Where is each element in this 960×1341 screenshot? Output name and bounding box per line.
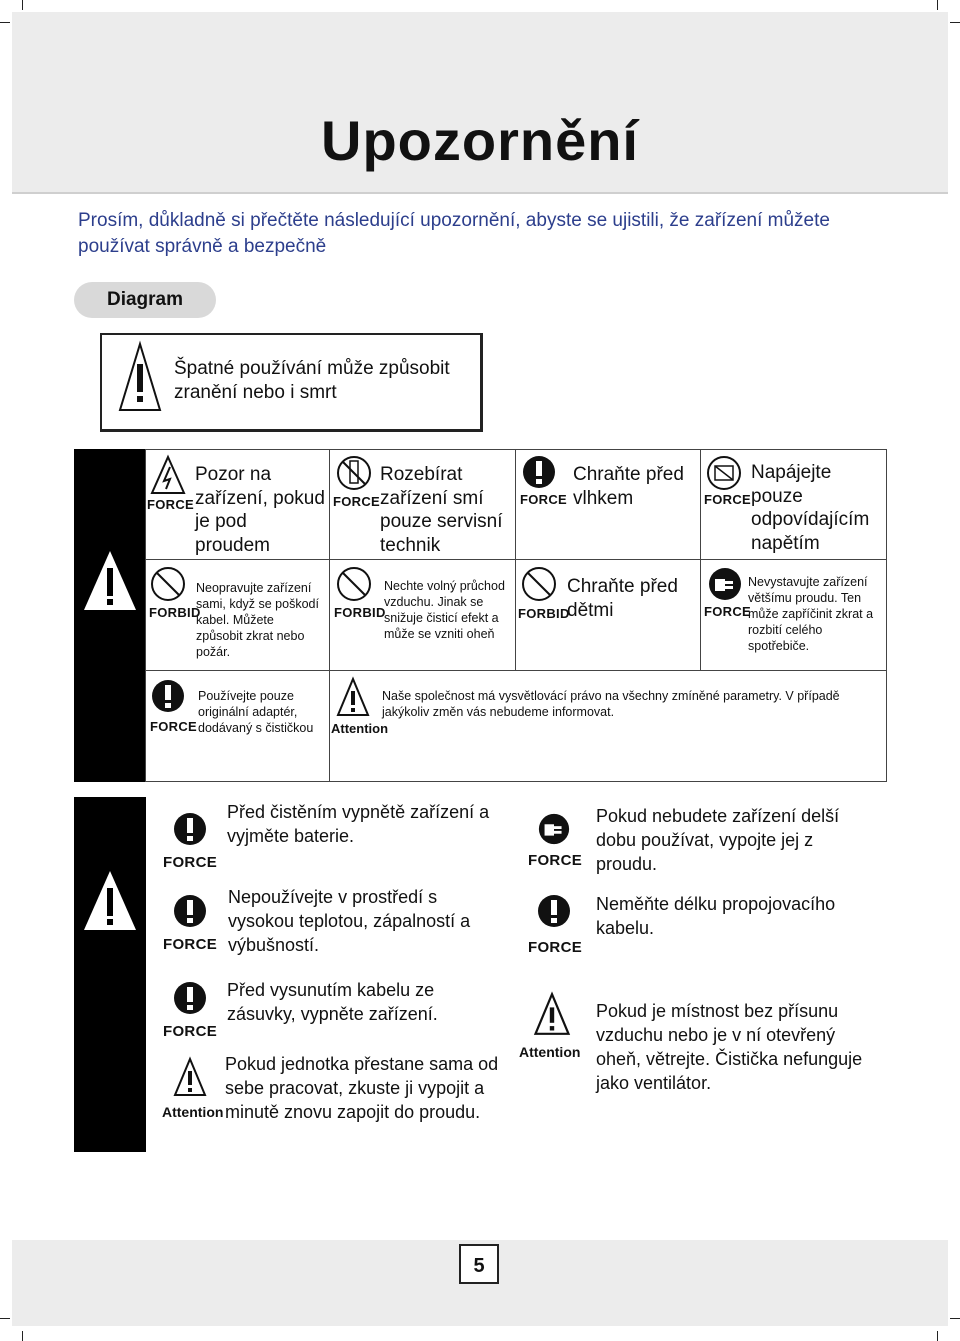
warning-triangle-icon xyxy=(336,677,370,717)
section1-bar xyxy=(74,449,146,782)
warning-triangle-icon xyxy=(82,548,138,612)
forbid-tag: FORBID xyxy=(518,606,570,621)
prohibited-icon xyxy=(336,566,372,602)
plug-icon xyxy=(537,812,571,846)
electric-hazard-icon xyxy=(150,455,186,495)
crop-mark xyxy=(22,1331,23,1341)
attention-tag: Attention xyxy=(162,1104,224,1120)
item-text: Pokud jednotka přestane sama od sebe pracovat, zkuste ji vypojit a minutě znovu zapojit do proudu. xyxy=(225,1054,499,1122)
force-tag: FORCE xyxy=(147,497,194,512)
divider xyxy=(145,559,887,560)
force-tag: FORCE xyxy=(528,852,582,869)
force-tag: FORCE xyxy=(150,719,197,734)
forbid-tag: FORBID xyxy=(149,605,201,620)
crop-mark xyxy=(950,22,960,23)
crop-mark xyxy=(0,1318,10,1319)
crop-mark xyxy=(937,1331,938,1341)
cell-text: Chraňte před vlhkem xyxy=(573,464,684,509)
page-title: Upozornění xyxy=(321,109,639,172)
cell-text: Používejte pouze originální adaptér, dodávaný s čističkou xyxy=(198,689,314,735)
cell-text: Nechte volný průchod vzduchu. Jinak se snižuje čisticí efekt a může se vzniti oheň xyxy=(384,579,505,641)
exclamation-icon xyxy=(173,894,207,928)
cell-text: Chraňte před dětmi xyxy=(567,576,678,621)
force-tag: FORCE xyxy=(520,492,567,507)
page-number: 5 xyxy=(459,1244,499,1284)
attention-tag: Attention xyxy=(519,1044,581,1060)
item-text: Pokud je místnost bez přísunu vzduchu nebo je v ní otevřený oheň, větrejte. Čistička nefunguje jako ventilátor. xyxy=(596,1001,863,1093)
plug-icon xyxy=(707,566,743,602)
cell-text: Naše společnost má vysvětlovácí právo na všechny zmíněné parametry. V případě jakýkoliv změn vás nebudeme informovat. xyxy=(382,689,840,719)
exclamation-icon xyxy=(151,679,185,713)
divider xyxy=(329,449,330,782)
divider xyxy=(700,449,701,671)
warning-triangle-icon xyxy=(118,342,162,412)
item-text: Pokud nebudete zařízení delší dobu používat, vypojte jej z proudu. xyxy=(596,806,840,874)
warning-triangle-icon xyxy=(532,992,572,1036)
cell-text: Napájejte pouze odpovídajícím napětím xyxy=(751,462,870,554)
crop-mark xyxy=(22,0,23,10)
force-tag: FORCE xyxy=(163,936,217,953)
exclamation-icon xyxy=(522,455,556,489)
force-tag: FORCE xyxy=(528,939,582,956)
warning-triangle-icon xyxy=(172,1057,208,1097)
divider xyxy=(515,449,516,671)
force-tag: FORCE xyxy=(163,1023,217,1040)
cell-text: Nevystavujte zařízení většímu proudu. Ten může zapříčinit zkrat a rozbití celého spotřebiče. xyxy=(748,575,874,653)
crop-mark xyxy=(950,1318,960,1319)
crop-mark xyxy=(937,0,938,10)
prohibited-icon xyxy=(150,566,186,602)
divider xyxy=(145,670,887,671)
diagram-label: Diagram xyxy=(74,282,216,318)
force-tag: FORCE xyxy=(704,604,751,619)
item-text: Neměňte délku propojovacího kabelu. xyxy=(596,894,836,938)
cell-text: Rozebírat zařízení smí pouze servisní technik xyxy=(380,464,503,556)
cell-text: Neopravujte zařízení sami, když se poškodí kabel. Můžete způsobit zkrat nebo požár. xyxy=(196,581,319,659)
power-supply-icon xyxy=(706,455,742,491)
exclamation-icon xyxy=(537,894,571,928)
force-tag: FORCE xyxy=(163,854,217,871)
intro-text: Prosím, důkladně si přečtěte následující upozornění, abyste se ujistili, že zařízení můžete používat správně a bezpečně xyxy=(78,210,830,257)
item-text: Před vysunutím kabelu ze zásuvky, vypněte zařízení. xyxy=(227,980,438,1024)
cell-text: Pozor na zařízení, pokud je pod proudem xyxy=(195,464,325,556)
attention-tag: Attention xyxy=(331,721,389,736)
force-tag: FORCE xyxy=(704,492,751,507)
exclamation-icon xyxy=(173,812,207,846)
prohibited-icon xyxy=(521,566,557,602)
crop-mark xyxy=(0,22,10,23)
legend-text: Špatné používání může způsobit zranění nebo i smrt xyxy=(174,358,450,403)
force-tag: FORCE xyxy=(333,494,380,509)
item-text: Před čistěním vypnětě zařízení a vyjměte baterie. xyxy=(227,802,490,846)
exclamation-icon xyxy=(173,981,207,1015)
section2-bar xyxy=(74,797,146,1152)
forbid-tag: FORBID xyxy=(334,605,386,620)
no-disassembly-icon xyxy=(336,455,372,491)
item-text: Nepoužívejte v prostředí s vysokou teplotou, zápalností a výbušností. xyxy=(228,887,471,955)
warning-triangle-icon xyxy=(82,868,138,932)
